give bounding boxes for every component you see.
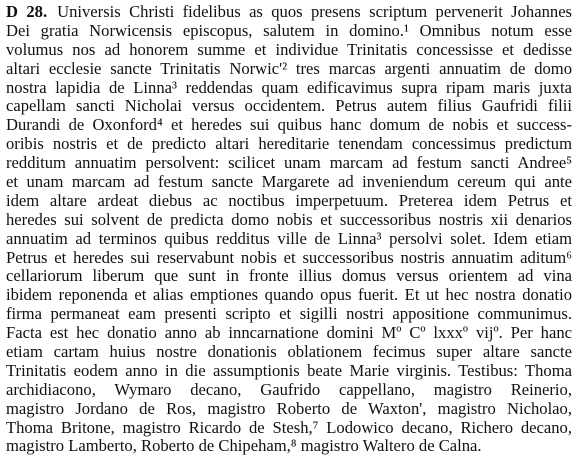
charter-document [6, 3, 572, 456]
text-line-1 [6, 3, 572, 22]
text-line-14: Petrus et heredes sui reservabunt nobis et successoribus nostris annuatim aditum⁶ [6, 247, 572, 267]
text-line-7: Durandi de Oxonford⁴ et heredes sui quibus hanc domum de nobis et success- [6, 115, 572, 135]
document-number: D 28. [6, 2, 48, 21]
text-line-18: Facta est hec donatio anno ab inncarnatione domini Mº Cº lxxxº vijº. Per hanc [6, 323, 572, 343]
text-line-4: altari ecclesie sancte Trinitatis Norwic'² tres marcas argenti annuatim de domo [6, 58, 572, 78]
text-line-17: firma permaneat eam presenti scripto et sigilli nostri appositione communimus. [6, 304, 572, 324]
text-line-23: Thoma Britone, magistro Ricardo de Stesh,⁷ Lodowico decano, Richero decano, [6, 417, 572, 437]
text-line-21: archidiacono, Wymaro decano, Gaufrido cappellano, magistro Reinerio, [6, 379, 572, 399]
text-line-9: redditum annuatim persolvent: scilicet unam marcam ad festum sancti Andree⁵ [6, 153, 572, 173]
text-line-2: Dei gratia Norwicensis episcopus, salutem in domino.¹ Omnibus notum esse [6, 20, 572, 40]
text-line-12: heredes sui solvent de predicta domo nobis et successoribus nostris xii denarios [6, 209, 572, 229]
text-line-15: cellariorum liberum que sunt in fronte illius domus versus orientem ad vina [6, 266, 572, 286]
text-line-24: magistro Lamberto, Roberto de Chipeham,⁸ magistro Waltero de Calna. [6, 436, 482, 456]
text-line-13: annuatim ad terminos quibus redditus ville de Linna³ persolvi solet. Idem etiam [6, 228, 572, 248]
text-line-8: oribis nostris et de predicto altari hereditarie tenendam concessimus predictum [6, 134, 572, 154]
text-line-16: ibidem reponenda et alias emptiones quando opus fuerit. Et ut hec nostra donatio [6, 285, 572, 305]
text-line-1-content: Universis Christi fidelibus as quos presens scriptum pervenerit Johannes [57, 2, 573, 21]
text-line-19: etiam cartam huius nostre donationis oblationem fecimus super altare sancte [6, 342, 572, 362]
text-line-11: idem altare ardeat diebus ac noctibus imperpetuum. Preterea idem Petrus et [6, 190, 572, 210]
text-line-22: magistro Jordano de Ros, magistro Roberto de Waxton', magistro Nicholao, [6, 398, 572, 418]
text-line-20: Trinitatis eodem anno in die assumptionis beate Marie virginis. Testibus: Thoma [6, 360, 572, 380]
text-line-3: volumus nos ad honorem summe et individue Trinitatis concessisse et dedisse [6, 39, 572, 59]
text-line-5: nostra lapidia de Linna³ reddendas quam edificavimus supra ripam maris juxta [6, 77, 572, 97]
text-line-10: et unam marcam ad festum sancte Margarete ad inveniendum cereum qui ante [6, 172, 572, 192]
text-line-6: capellam sancti Nicholai versus occidentem. Petrus autem filius Gaufridi filii [6, 96, 572, 116]
